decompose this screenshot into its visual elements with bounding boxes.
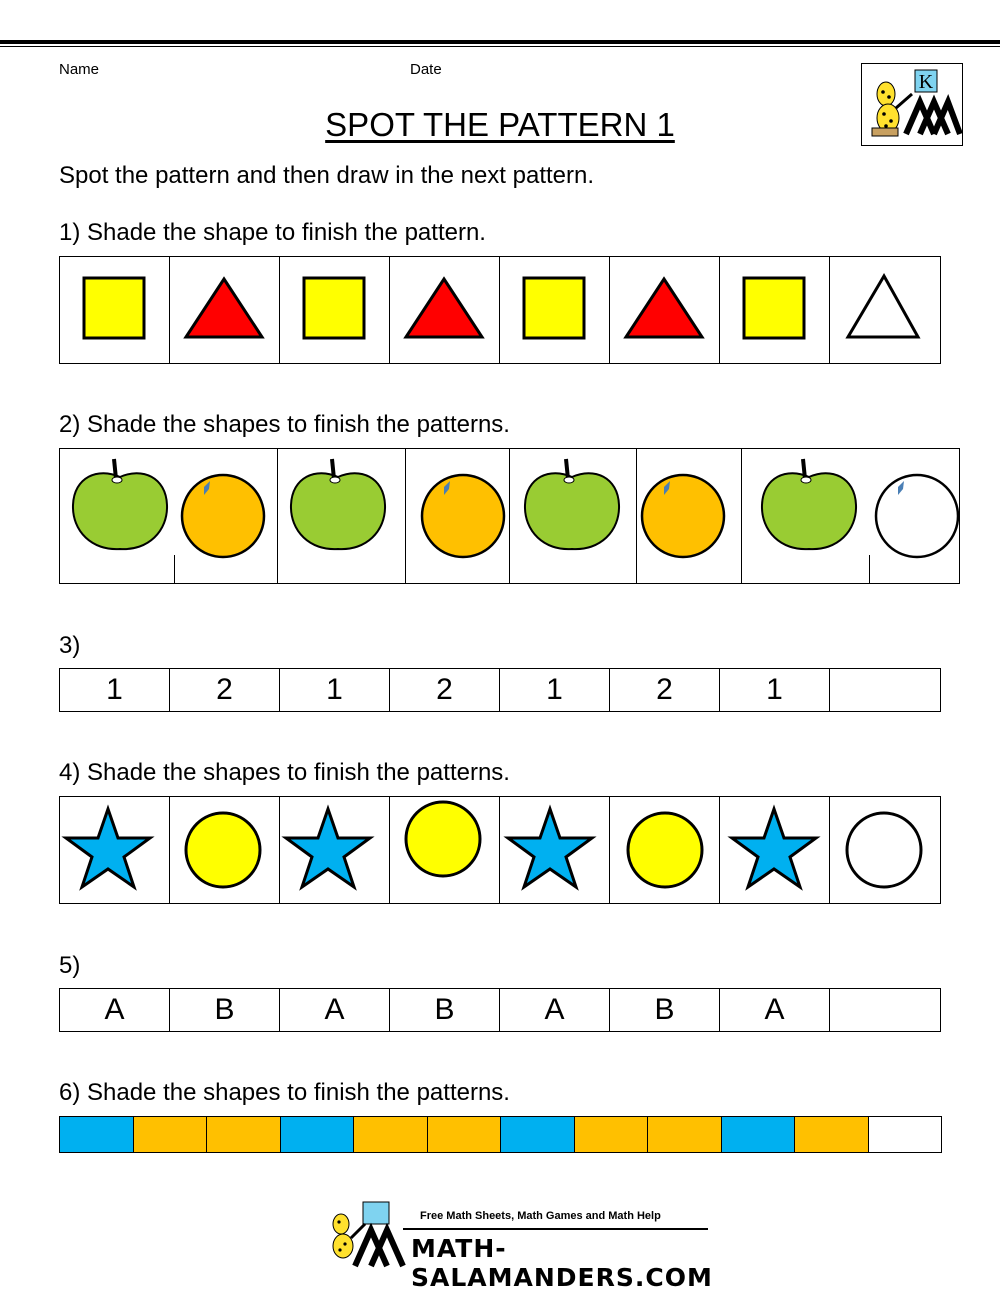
question-2-row	[59, 448, 960, 584]
blank-triangle-icon	[830, 257, 940, 363]
letter-cell: A	[499, 988, 610, 1032]
answer-cell[interactable]	[829, 256, 941, 364]
pattern-cell	[609, 796, 720, 904]
green-apple-icon	[757, 453, 861, 553]
yellow-square-icon	[280, 257, 389, 363]
yellow-square-icon	[720, 257, 829, 363]
color-cell-orange	[133, 1116, 208, 1153]
logo-letter: K	[918, 71, 934, 93]
orange-icon	[638, 473, 728, 559]
color-cell-orange	[794, 1116, 869, 1153]
pattern-cell	[279, 256, 390, 364]
color-cell-orange	[574, 1116, 649, 1153]
number-cell: 1	[719, 668, 830, 712]
answer-cell[interactable]	[829, 796, 941, 904]
yellow-circle-icon	[170, 797, 279, 903]
red-triangle-icon	[170, 257, 279, 363]
color-cell-orange	[647, 1116, 722, 1153]
blue-star-icon	[720, 797, 829, 903]
pattern-cell	[499, 256, 610, 364]
pattern-cell	[279, 796, 390, 904]
blue-star-icon	[500, 797, 609, 903]
color-cell-blue	[280, 1116, 355, 1153]
letter-cell: A	[279, 988, 390, 1032]
blank-circle-icon	[830, 797, 940, 903]
question-6-label: 6) Shade the shapes to finish the patterns.	[59, 1079, 510, 1106]
pattern-cell	[59, 256, 170, 364]
red-triangle-icon	[390, 257, 499, 363]
pattern-cell	[609, 256, 720, 364]
pattern-cell	[169, 256, 280, 364]
question-2-label: 2) Shade the shapes to finish the patterns.	[59, 411, 510, 438]
yellow-square-icon	[500, 257, 609, 363]
header-rule	[0, 40, 1000, 44]
color-cell-orange	[206, 1116, 281, 1153]
blank-orange-icon[interactable]	[872, 473, 962, 559]
footer-rule	[403, 1228, 708, 1230]
pattern-cell	[719, 256, 830, 364]
yellow-square-icon	[60, 257, 169, 363]
pattern-cell	[389, 256, 500, 364]
pattern-cell	[169, 796, 280, 904]
letter-cell: A	[719, 988, 830, 1032]
color-cell-orange	[427, 1116, 502, 1153]
letter-cell: B	[609, 988, 720, 1032]
footer-tagline: Free Math Sheets, Math Games and Math Help	[420, 1210, 661, 1222]
question-3-label: 3)	[59, 632, 81, 659]
question-1-row	[59, 256, 941, 364]
name-label: Name	[59, 61, 100, 78]
orange-icon	[418, 473, 508, 559]
date-label: Date	[410, 61, 442, 78]
pattern-cell	[389, 796, 500, 904]
number-cell: 2	[389, 668, 500, 712]
answer-cell[interactable]	[829, 668, 941, 712]
red-triangle-icon	[610, 257, 719, 363]
number-cell: 2	[609, 668, 720, 712]
yellow-circle-icon	[390, 797, 499, 903]
question-4-row	[59, 796, 941, 904]
blue-star-icon	[60, 797, 169, 903]
answer-cell[interactable]	[829, 988, 941, 1032]
number-cell: 2	[169, 668, 280, 712]
green-apple-icon	[520, 453, 624, 553]
question-5-row	[59, 988, 941, 1032]
pattern-cell	[59, 796, 170, 904]
pattern-cell	[499, 796, 610, 904]
letter-cell: B	[169, 988, 280, 1032]
color-cell-blue	[59, 1116, 134, 1153]
question-1-label: 1) Shade the shape to finish the pattern.	[59, 219, 486, 246]
letter-cell: A	[59, 988, 170, 1032]
question-3-row	[59, 668, 941, 712]
pattern-cell	[719, 796, 830, 904]
footer-logo	[325, 1200, 713, 1292]
instructions: Spot the pattern and then draw in the next pattern.	[59, 162, 595, 189]
green-apple-icon	[286, 453, 390, 553]
question-5-label: 5)	[59, 952, 81, 979]
color-cell-orange	[353, 1116, 428, 1153]
color-cell-blue	[500, 1116, 575, 1153]
green-apple-icon	[68, 453, 172, 553]
number-cell: 1	[279, 668, 390, 712]
letter-cell: B	[389, 988, 500, 1032]
answer-cell[interactable]	[868, 1116, 943, 1153]
question-4-label: 4) Shade the shapes to finish the patterns.	[59, 759, 510, 786]
yellow-circle-icon	[610, 797, 719, 903]
question-6-row	[59, 1116, 941, 1153]
orange-icon	[178, 473, 268, 559]
header-rule-thin	[0, 46, 1000, 47]
color-cell-blue	[721, 1116, 796, 1153]
footer-site: MATH-SALAMANDERS.COM	[411, 1234, 713, 1292]
page-title: SPOT THE PATTERN 1	[325, 106, 675, 143]
number-cell: 1	[499, 668, 610, 712]
number-cell: 1	[59, 668, 170, 712]
blue-star-icon	[280, 797, 389, 903]
salamander-logo-icon	[325, 1200, 415, 1270]
